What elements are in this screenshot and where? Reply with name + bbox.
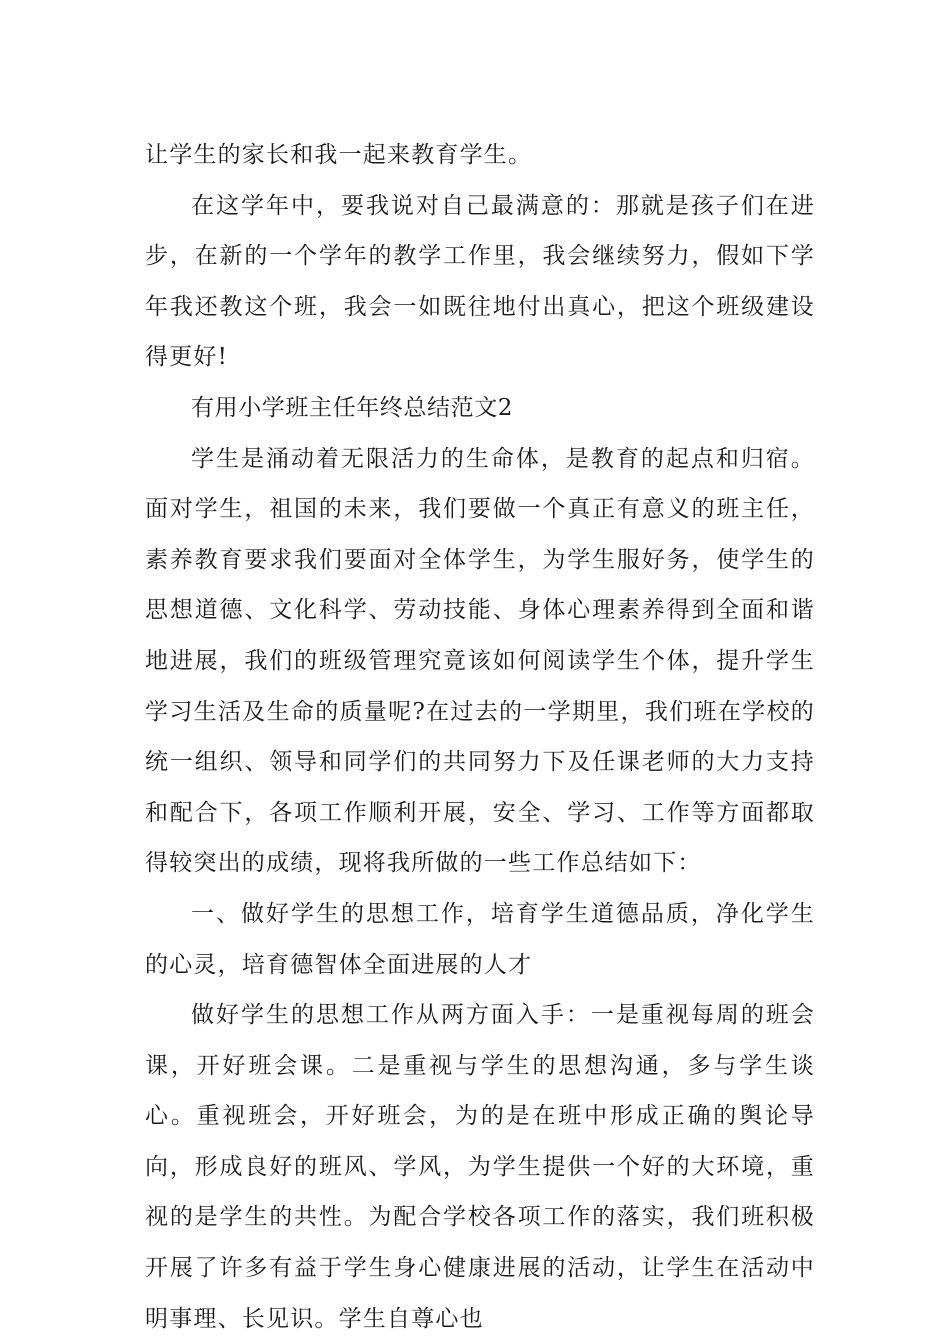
paragraph-introduction: 学生是涌动着无限活力的生命体，是教育的起点和归宿。面对学生，祖国的未来，我们要做一个真正有意义的班主任，素养教育要求我们要面对全体学生，为学生服好务，使学生的思想道德、文化科学、劳动技能、身体心理素养得到全面和谐地进展，我们的班级管理究竟该如何阅读学生个体，提升学生学习生活及生命的质量呢?在过去的一学期里，我们班在学校的统一组织、领导和同学们的共同努力下及任课老师的大力支持和配合下，各项工作顺利开展，安全、学习、工作等方面都取得较突出的成绩，现将我所做的一些工作总结如下： [145, 445, 815, 877]
section-title: 有用小学班主任年终总结范文2 [191, 394, 514, 421]
paragraph-thought-work: 做好学生的思想工作从两方面入手：一是重视每周的班会课，开好班会课。二是重视与学生的思想沟通，多与学生谈心。重视班会，开好班会，为的是在班中形成正确的舆论导向，形成良好的班风、学风，为学生提供一个好的大环境，重视的是学生的共性。为配合学校各项工作的落实，我们班积极开展了许多有益于学生身心健康进展的活动，让学生在活动中明事理、长见识。学生自尊心也 [145, 1002, 815, 1332]
subheading-one: 一、做好学生的思想工作，培育学生道德品质，净化学生的心灵，培育德智体全面进展的人才 [145, 900, 815, 978]
paragraph-continuation: 让学生的家长和我一起来教育学生。 [145, 142, 533, 168]
document-body [145, 130, 815, 1344]
paragraph-reflection: 在这学年中，要我说对自己最满意的：那就是孩子们在进步，在新的一个学年的教学工作里，我会继续努力，假如下学年我还教这个班，我会一如既往地付出真心，把这个班级建设得更好! [145, 192, 815, 371]
